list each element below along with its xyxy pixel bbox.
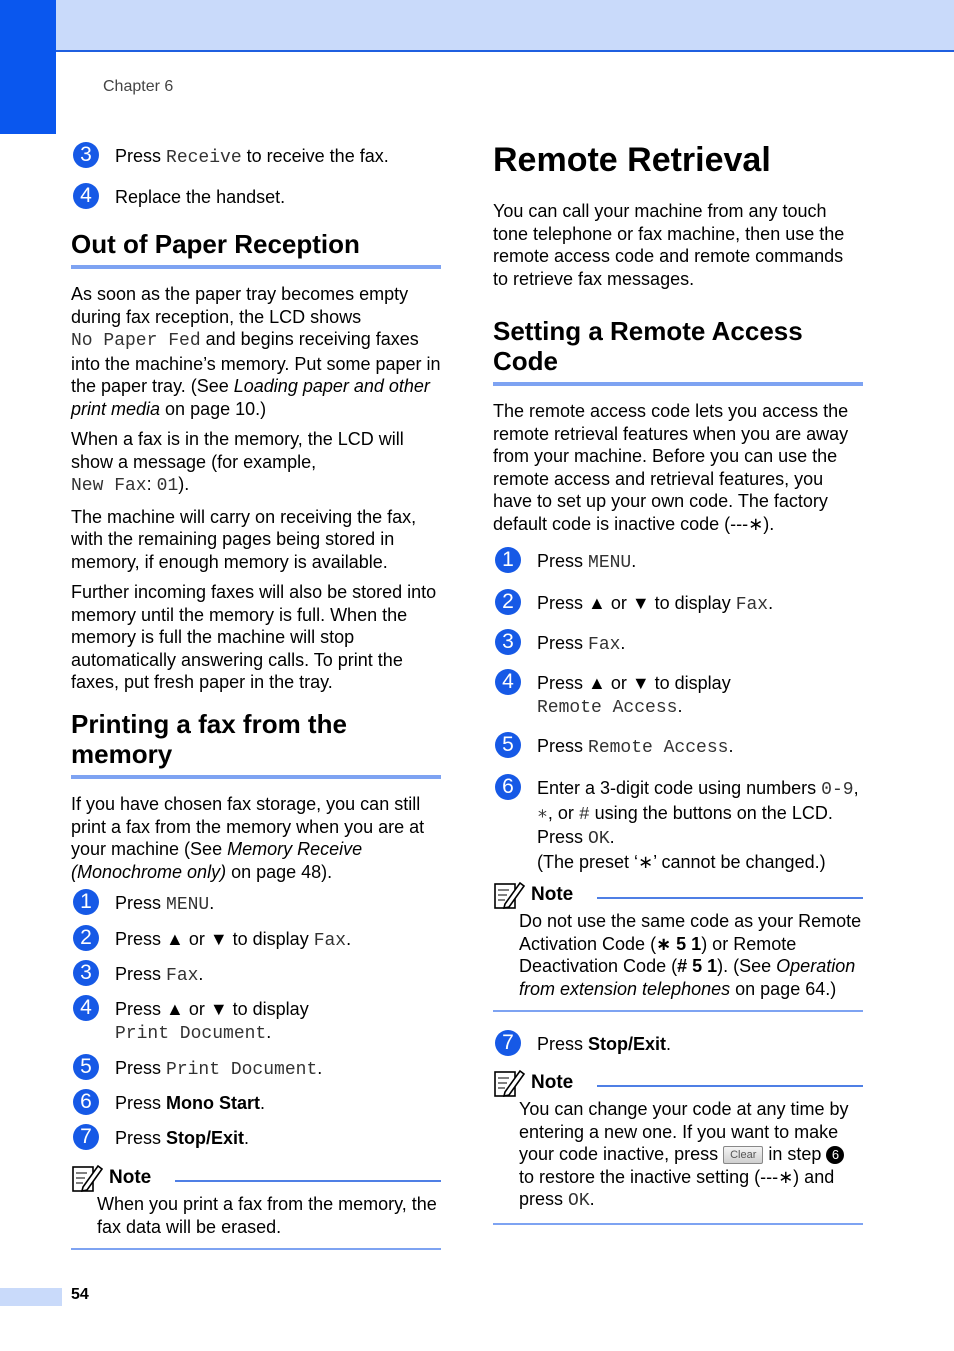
page-number: 54: [71, 1286, 89, 1303]
print-step-5: 5 Press Print Document.: [73, 1057, 322, 1082]
step-number: 4: [495, 669, 521, 695]
paragraph: Further incoming faxes will also be stored into memory until the memory is full. When the memory is full the machine will stop automatically answering calls. To print the faxes, put fresh paper in the tray.: [71, 582, 437, 692]
note-pencil-icon: [493, 880, 525, 910]
note-memory-print: [71, 1163, 441, 1250]
print-step-4: 4 Press ▲ or ▼ to display Print Document.: [73, 998, 309, 1045]
footer-bar: [0, 1288, 62, 1306]
step-number: 2: [73, 925, 99, 951]
out-of-paper-section: [71, 229, 441, 702]
step-number: 5: [495, 732, 521, 758]
step-number: 4: [73, 183, 99, 209]
page-title: Remote Retrieval: [493, 141, 771, 179]
note-title: Note: [531, 883, 574, 905]
setting-step-5: 5 Press Remote Access.: [495, 735, 733, 760]
print-step-7: 7 Press Stop/Exit.: [73, 1127, 249, 1150]
step-number: 6: [495, 774, 521, 800]
print-from-memory-section: [71, 709, 441, 891]
setting-step-6: 6 Enter a 3-digit code using numbers 0-9, ∗, or # using the buttons on the LCD. Press OK. (The preset ‘∗’ cannot be changed.): [495, 777, 859, 873]
step-4-handset: 4 Replace the handset.: [73, 186, 285, 209]
note-pencil-icon: [493, 1068, 525, 1098]
note-text: When you print a fax from the memory, the fax data will be erased.: [97, 1194, 437, 1237]
setting-step-1: 1 Press MENU.: [495, 550, 636, 575]
clear-key-icon: Clear: [723, 1146, 763, 1164]
header-bar: [0, 0, 954, 52]
step-number: 3: [495, 629, 521, 655]
step-6-reference-icon: 6: [826, 1146, 844, 1164]
note-change-code: [493, 1068, 863, 1225]
step-number: 6: [73, 1089, 99, 1115]
paragraph: The remote access code lets you access the remote retrieval features when you are away from your machine. Before you can use the remote access and retrieval features, you have to set up your own code. The factory default code is inactive code (---∗).: [493, 401, 849, 534]
step-3-receive: 3 Press Receive to receive the fax.: [73, 145, 389, 170]
note-code-warning: [493, 880, 863, 1012]
step-number: 7: [73, 1124, 99, 1150]
step-number: 2: [495, 589, 521, 615]
chapter-tab: [0, 0, 56, 134]
step-number: 1: [73, 889, 99, 915]
setting-code-section: [493, 316, 863, 543]
setting-step-4: 4 Press ▲ or ▼ to display Remote Access.: [495, 672, 731, 719]
setting-step-2: 2 Press ▲ or ▼ to display Fax.: [495, 592, 773, 617]
remote-retrieval-section: [493, 140, 863, 298]
step-number: 5: [73, 1054, 99, 1080]
print-step-6: 6 Press Mono Start.: [73, 1092, 265, 1115]
note-pencil-icon: [71, 1163, 103, 1193]
section-heading: Out of Paper Reception: [71, 229, 441, 269]
step-number: 1: [495, 547, 521, 573]
print-step-2: 2 Press ▲ or ▼ to display Fax.: [73, 928, 351, 953]
note-title: Note: [531, 1071, 574, 1093]
setting-step-3: 3 Press Fax.: [495, 632, 625, 657]
note-title: Note: [109, 1166, 152, 1188]
print-step-3: 3 Press Fax.: [73, 963, 203, 988]
paragraph: As soon as the paper tray becomes empty during fax reception, the LCD shows No Paper Fed and begins receiving faxes into the machine’s memory. Put some paper in the paper tray. (See Loading paper and other print media on page 10.): [71, 284, 441, 419]
section-heading: Setting a Remote Access Code: [493, 316, 863, 386]
step-number: 4: [73, 995, 99, 1021]
step-number: 7: [495, 1030, 521, 1056]
print-step-1: 1 Press MENU.: [73, 892, 214, 917]
paragraph: If you have chosen fax storage, you can still print a fax from the memory when you are at your machine (See Memory Receive (Monochrome only) on page 48).: [71, 794, 425, 882]
note-text: Do not use the same code as your Remote Activation Code (∗ 5 1) or Remote Deactivation Code (# 5 1). (See Operation from extension telephones on page 64.): [519, 911, 862, 999]
paragraph: You can call your machine from any touch tone telephone or fax machine, then use the remote access code and remote commands to retrieve fax messages.: [493, 201, 845, 289]
step-number: 3: [73, 960, 99, 986]
paragraph: When a fax is in the memory, the LCD will show a message (for example, New Fax: 01).: [71, 429, 404, 496]
section-heading: Printing a fax from the memory: [71, 709, 441, 779]
chapter-label: Chapter 6: [103, 78, 174, 95]
step-number: 3: [73, 142, 99, 168]
note-text: You can change your code at any time by entering a new one. If you want to make your code inactive, press Clear in step 6 to restore the inactive setting (---∗) and press OK.: [519, 1099, 849, 1211]
paragraph: The machine will carry on receiving the fax, with the remaining pages being stored in memory, if enough memory is available.: [71, 506, 417, 572]
setting-step-7: 7 Press Stop/Exit.: [495, 1033, 671, 1056]
